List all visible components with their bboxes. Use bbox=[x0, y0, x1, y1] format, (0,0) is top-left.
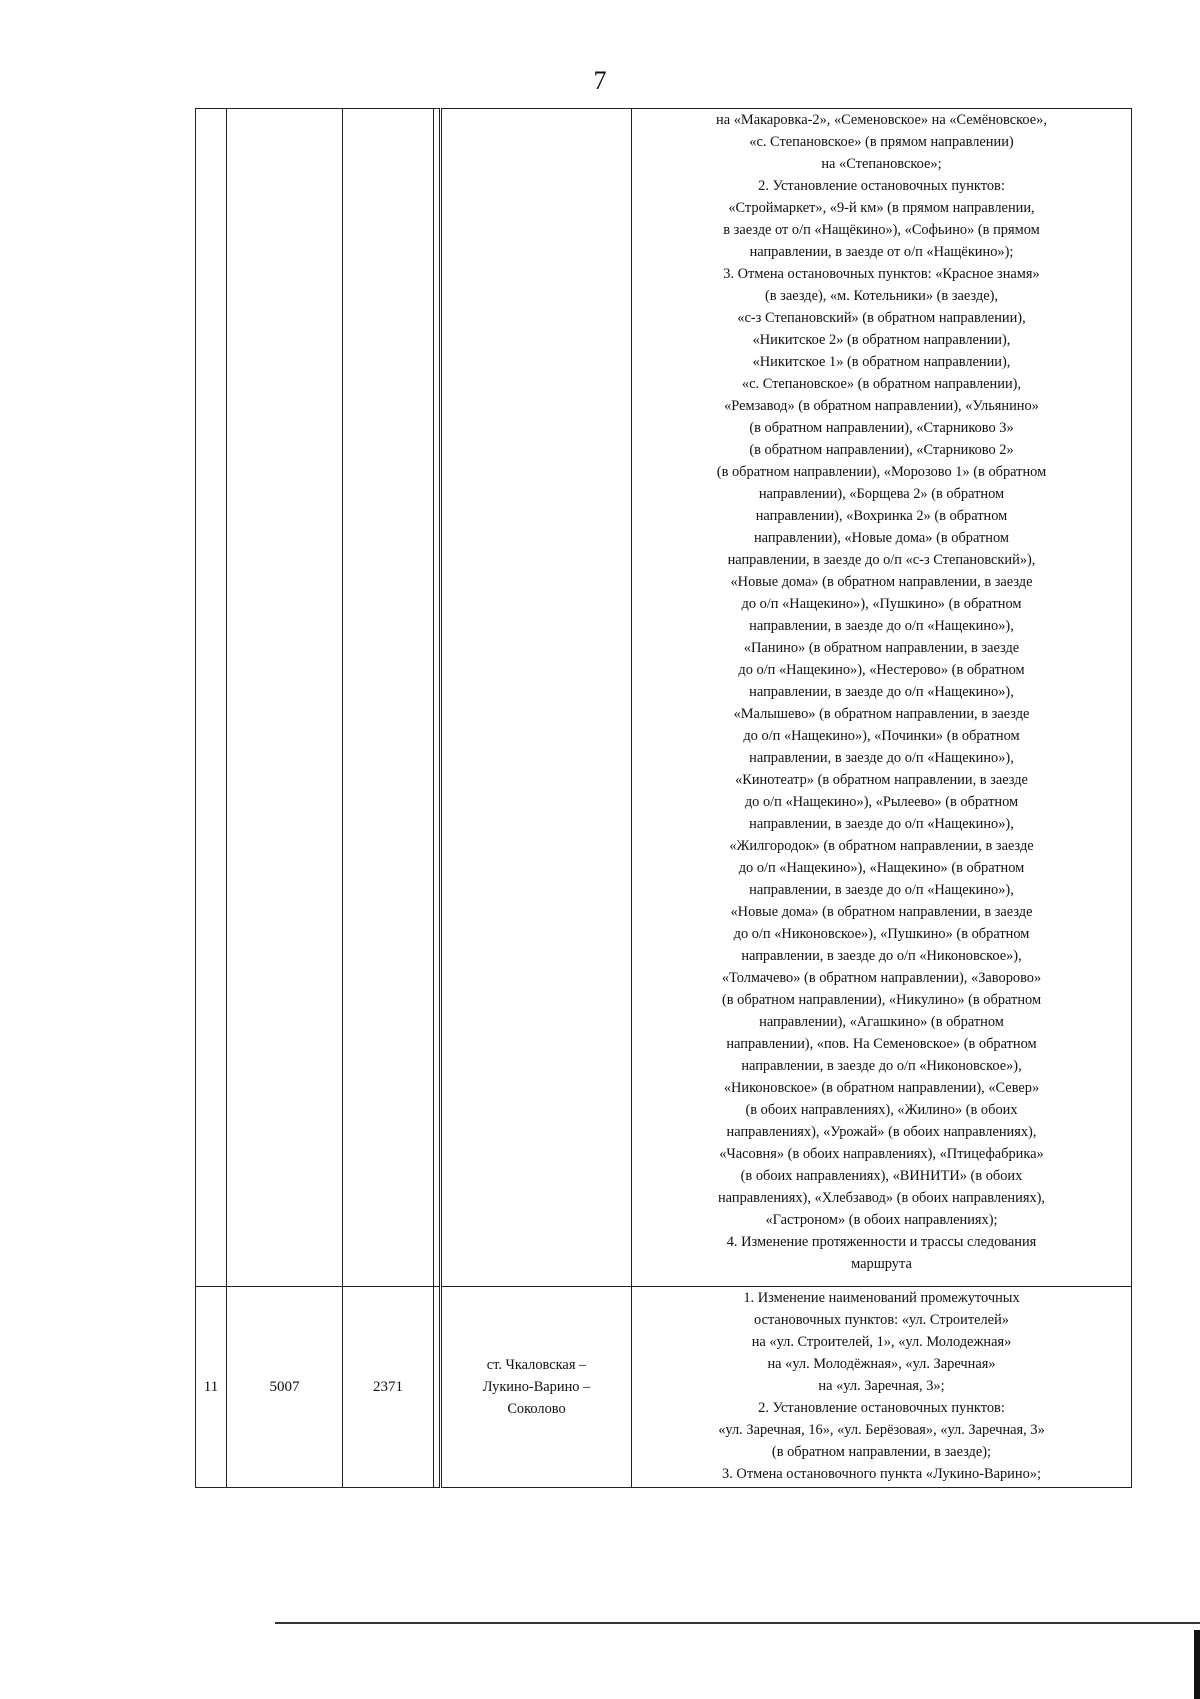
text-line: «Малышево» (в обратном направлении, в заезде bbox=[733, 706, 1030, 722]
text-line: направлении), «Новые дома» (в обратном bbox=[753, 530, 1010, 546]
text-line: «Никитское 1» (в обратном направлении), bbox=[752, 354, 1011, 370]
routes-table bbox=[195, 108, 1132, 1488]
text-line: до о/п «Нащекино»), «Нащекино» (в обратном bbox=[738, 860, 1025, 876]
text-line: 3. Отмена остановочного пункта «Лукино-Варино»; bbox=[722, 1466, 1041, 1482]
registration-number-cell: 2371 bbox=[343, 1287, 434, 1488]
text-line: до о/п «Никоновское»), «Пушкино» (в обратном bbox=[733, 926, 1030, 942]
scan-edge-mark bbox=[1194, 1630, 1200, 1699]
text-line: (в обратном направлении, в заезде); bbox=[771, 1444, 992, 1460]
text-line: направлении), «Агашкино» (в обратном bbox=[759, 1014, 1004, 1030]
text-line: направлении, в заезде до о/п «Нащекино»), bbox=[749, 750, 1014, 766]
text-line: «Новые дома» (в обратном направлении, в заезде bbox=[730, 574, 1033, 590]
registration-number-cell bbox=[343, 109, 434, 1287]
text-line: направлениях), «Хлебзавод» (в обоих направлениях), bbox=[717, 1190, 1046, 1206]
text-line: «Гастроном» (в обоих направлениях); bbox=[765, 1212, 998, 1228]
changes-cell bbox=[632, 109, 1132, 1287]
text-line: до о/п «Нащекино»), «Пушкино» (в обратном bbox=[741, 596, 1022, 612]
text-line: направлении), «пов. На Семеновское» (в обратном bbox=[726, 1036, 1037, 1052]
text-line: (в обоих направлениях), «ВИНИТИ» (в обоих bbox=[740, 1168, 1023, 1184]
text-line: «Кинотеатр» (в обратном направлении, в заезде bbox=[735, 772, 1028, 788]
changes-cell bbox=[632, 1287, 1132, 1488]
text-line: (в заезде), «м. Котельники» (в заезде), bbox=[765, 288, 998, 304]
route-name-cell bbox=[441, 109, 632, 1287]
text-line: «Новые дома» (в обратном направлении, в заезде bbox=[730, 904, 1033, 920]
text-line: направлении, в заезде до о/п «Никоновское»), bbox=[741, 948, 1022, 964]
row-number-cell bbox=[196, 109, 227, 1287]
text-line: «с. Степановское» (в обратном направлении), bbox=[741, 376, 1022, 392]
text-line: на «ул. Строителей, 1», «ул. Молодежная» bbox=[751, 1334, 1012, 1350]
text-line: направлении, в заезде до о/п «Нащекино»), bbox=[749, 618, 1014, 634]
scan-edge-line bbox=[275, 1622, 1200, 1624]
text-line: (в обратном направлении), «Старниково 2» bbox=[749, 442, 1014, 458]
text-line: «Жилгородок» (в обратном направлении, в заезде bbox=[729, 838, 1034, 854]
text-line: «Никоновское» (в обратном направлении), «Север» bbox=[723, 1080, 1040, 1096]
page-number: 7 bbox=[593, 66, 607, 95]
text-line: «Панино» (в обратном направлении, в заезде bbox=[743, 640, 1020, 656]
text-line: «Строймаркет», «9-й км» (в прямом направлении, bbox=[728, 200, 1035, 216]
spacer-cell bbox=[434, 1287, 441, 1488]
text-line: «ул. Заречная, 16», «ул. Берёзовая», «ул. Заречная, 3» bbox=[718, 1422, 1045, 1438]
text-line: (в обратном направлении), «Старниково 3» bbox=[749, 420, 1014, 436]
text-line: направлении, в заезде до о/п «с-з Степановский»), bbox=[727, 552, 1036, 568]
text-line: направлении, в заезде до о/п «Нащекино»), bbox=[749, 816, 1014, 832]
text-line: 2. Установление остановочных пунктов: bbox=[758, 1400, 1005, 1416]
text-line: направлении, в заезде до о/п «Нащекино»), bbox=[749, 882, 1014, 898]
text-line: (в обоих направлениях), «Жилино» (в обоих bbox=[745, 1102, 1018, 1118]
text-line: «с-з Степановский» (в обратном направлении), bbox=[737, 310, 1026, 326]
text-line: «с. Степановское» (в прямом направлении) bbox=[749, 134, 1014, 150]
text-line: «Толмачево» (в обратном направлении), «Заворово» bbox=[721, 970, 1042, 986]
table-row bbox=[196, 109, 1132, 1287]
route-name-line: Лукино-Варино – bbox=[482, 1379, 591, 1395]
text-line: на «Степановское»; bbox=[821, 156, 942, 172]
route-name-line: ст. Чкаловская – bbox=[486, 1357, 587, 1373]
text-line: «Ремзавод» (в обратном направлении), «Ульянино» bbox=[724, 398, 1039, 414]
route-code-cell bbox=[227, 109, 343, 1287]
route-name-line: Соколово bbox=[507, 1401, 566, 1417]
text-line: на «Макаровка-2», «Семеновское» на «Семёновское», bbox=[716, 112, 1047, 128]
text-line: 4. Изменение протяженности и трассы следования bbox=[726, 1234, 1037, 1250]
text-line: до о/п «Нащекино»), «Нестерово» (в обратном bbox=[738, 662, 1025, 678]
text-line: остановочных пунктов: «ул. Строителей» bbox=[754, 1312, 1009, 1328]
text-line: «Часовня» (в обоих направлениях), «Птицефабрика» bbox=[719, 1146, 1044, 1162]
text-line: на «ул. Заречная, 3»; bbox=[818, 1378, 945, 1394]
text-line: «Никитское 2» (в обратном направлении), bbox=[752, 332, 1011, 348]
table-row bbox=[196, 1287, 1132, 1488]
text-line: направлении), «Вохринка 2» (в обратном bbox=[755, 508, 1008, 524]
text-line: 1. Изменение наименований промежуточных bbox=[743, 1290, 1020, 1306]
text-line: на «ул. Молодёжная», «ул. Заречная» bbox=[767, 1356, 996, 1372]
route-code-cell: 5007 bbox=[227, 1287, 343, 1488]
text-line: направлении, в заезде от о/п «Нащёкино»); bbox=[749, 244, 1014, 260]
route-name-cell bbox=[441, 1287, 632, 1488]
row-number-cell: 11 bbox=[196, 1287, 227, 1488]
text-line: направлении, в заезде до о/п «Нащекино»), bbox=[749, 684, 1014, 700]
text-line: до о/п «Нащекино»), «Рылеево» (в обратном bbox=[744, 794, 1019, 810]
text-line: направлении), «Борщева 2» (в обратном bbox=[758, 486, 1005, 502]
text-line: (в обратном направлении), «Никулино» (в обратном bbox=[721, 992, 1042, 1008]
text-line: маршрута bbox=[851, 1256, 912, 1272]
text-line: направлении, в заезде до о/п «Никоновское»), bbox=[741, 1058, 1022, 1074]
text-line: 3. Отмена остановочных пунктов: «Красное знамя» bbox=[723, 266, 1040, 282]
text-line: 2. Установление остановочных пунктов: bbox=[758, 178, 1005, 194]
text-line: в заезде от о/п «Нащёкино»), «Софьино» (в прямом bbox=[723, 222, 1040, 238]
text-line: направлениях), «Урожай» (в обоих направлениях), bbox=[726, 1124, 1037, 1140]
spacer-cell bbox=[434, 109, 441, 1287]
text-line: (в обратном направлении), «Морозово 1» (в обратном bbox=[716, 464, 1047, 480]
text-line: до о/п «Нащекино»), «Починки» (в обратном bbox=[743, 728, 1020, 744]
